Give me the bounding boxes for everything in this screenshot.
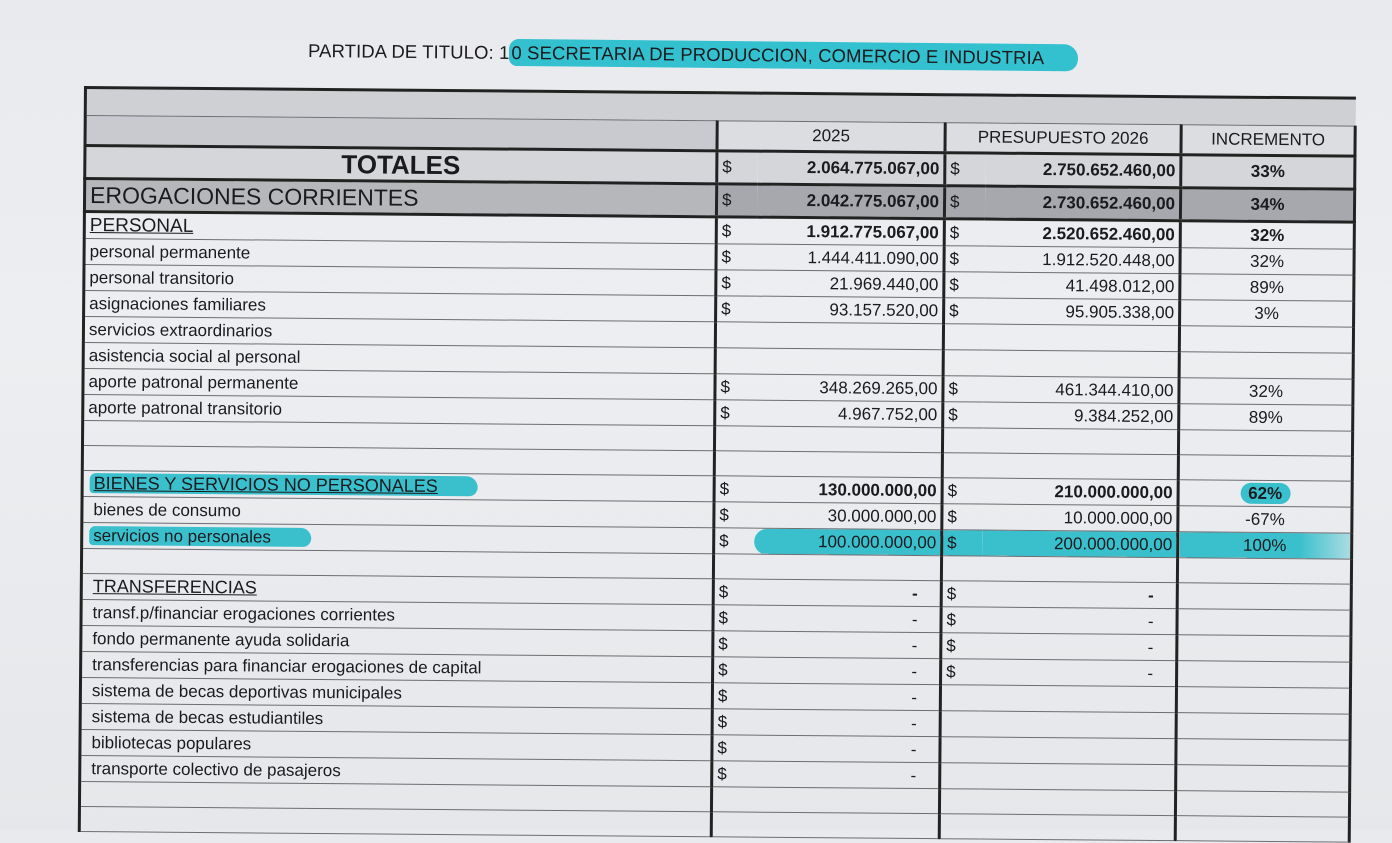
increase-value: 32% (1180, 248, 1354, 275)
highlighted-label: servicios no personales (89, 526, 311, 547)
value-2026: 41.498.012,00 (984, 272, 1180, 300)
currency-2026: $ (945, 153, 985, 186)
row-label: sistema de becas estudiantiles (80, 703, 712, 734)
value-2026: - (981, 581, 1177, 609)
header-incremento: INCREMENTO (1181, 125, 1355, 156)
row-label: sistema de becas deportivas municipales (80, 677, 712, 708)
value-2025: - (753, 631, 941, 659)
currency-2025: $ (715, 400, 755, 426)
row-label: fondo permanente ayuda solidaria (81, 625, 713, 656)
currency-2026: $ (941, 633, 981, 659)
value-2025: - (753, 605, 941, 633)
increase-value: 34% (1180, 188, 1354, 222)
currency-2025: $ (712, 761, 752, 787)
currency-2025: $ (716, 244, 756, 270)
currency-2025: $ (713, 631, 753, 657)
title-highlighted: 0 SECRETARIA DE PRODUCCION, COMERCIO E INDUSTRIA (509, 39, 1078, 71)
row-label: aporte patronal permanente (83, 369, 715, 400)
header-presupuesto-2026: PRESUPUESTO 2026 (945, 123, 1181, 155)
value-2025: 21.969.440,00 (756, 270, 944, 298)
value-2026: 210.000.000,00 (982, 478, 1178, 506)
increase-value: 89% (1179, 404, 1353, 431)
value-2026: 461.344.410,00 (983, 376, 1179, 404)
currency-2025: $ (714, 528, 754, 554)
value-2026: - (981, 607, 1177, 635)
row-label: asignaciones familiares (84, 291, 716, 322)
row-label: bienes de consumo (82, 496, 714, 527)
highlighted-increase: 62% (1240, 483, 1290, 504)
row-label: personal transitorio (84, 265, 716, 296)
increase-value: 89% (1180, 274, 1354, 301)
row-label: PERSONAL (84, 212, 716, 244)
row-label: transf.p/financiar erogaciones corrientes (81, 599, 713, 630)
increase-value: 32% (1180, 221, 1354, 249)
currency-2025: $ (712, 735, 752, 761)
value-2026: 2.750.652.460,00 (985, 153, 1181, 188)
currency-2026: $ (941, 607, 981, 633)
currency-2026: $ (944, 246, 984, 272)
value-2025: - (752, 761, 940, 789)
value-2026: - (981, 633, 1177, 661)
currency-2025: $ (716, 217, 756, 244)
value-2025: - (753, 657, 941, 685)
currency-2026: $ (944, 186, 984, 219)
value-2025: 2.064.775.067,00 (757, 151, 945, 186)
currency-2025: $ (713, 657, 753, 683)
value-2025: 93.157.520,00 (756, 296, 944, 324)
header-2025: 2025 (717, 121, 945, 153)
currency-2025: $ (714, 502, 754, 528)
row-label: asistencia social al personal (83, 343, 715, 374)
increase-value: 3% (1180, 300, 1354, 327)
currency-2025: $ (716, 184, 756, 217)
budget-table (78, 86, 1357, 843)
row-label: bibliotecas populares (80, 729, 712, 760)
value-2026: 10.000.000,00 (982, 504, 1178, 532)
value-2025: 4.967.752,00 (755, 400, 943, 428)
currency-2025: $ (713, 579, 753, 605)
value-2025: - (753, 579, 941, 607)
currency-2025: $ (713, 605, 753, 631)
currency-2026: $ (942, 530, 982, 556)
currency-2026: $ (944, 272, 984, 298)
value-2025: 1.912.775.067,00 (756, 217, 944, 246)
budget-sheet (78, 86, 1354, 843)
row-label: aporte patronal transitorio (83, 395, 715, 426)
increase-value: 33% (1181, 155, 1355, 189)
currency-2025: $ (716, 270, 756, 296)
currency-2026: $ (943, 376, 983, 402)
value-2025: - (752, 683, 940, 711)
value-2026: - (981, 659, 1177, 687)
currency-2025: $ (712, 709, 752, 735)
currency-2025: $ (714, 476, 754, 502)
row-label: personal permanente (84, 239, 716, 270)
currency-2026: $ (943, 402, 983, 428)
increase-value: 100% (1178, 532, 1352, 559)
increase-value: -67% (1178, 506, 1352, 533)
value-2025: 348.269.265,00 (755, 374, 943, 402)
currency-2025: $ (712, 683, 752, 709)
value-2025: - (752, 735, 940, 763)
value-2025: 30.000.000,00 (754, 502, 942, 530)
value-2026: 1.912.520.448,00 (984, 246, 1180, 274)
highlighted-label: BIENES Y SERVICIOS NO PERSONALES (90, 473, 478, 496)
row-label: transporte colectivo de pasajeros (80, 755, 712, 786)
currency-2026: $ (944, 219, 984, 246)
row-label: servicios extraordinarios (83, 317, 715, 348)
page-title (308, 40, 1078, 69)
increase-value (1178, 480, 1352, 507)
value-2025: 130.000.000,00 (754, 476, 942, 504)
currency-2026: $ (942, 478, 982, 504)
value-2026: 9.384.252,00 (983, 402, 1179, 430)
row-label: TOTALES (85, 146, 717, 184)
value-2025: - (752, 709, 940, 737)
value-2025: 2.042.775.067,00 (756, 184, 944, 219)
currency-2026: $ (944, 298, 984, 324)
title-prefix: PARTIDA DE TITULO: 1 (307, 40, 510, 63)
value-2025: 100.000.000,00 (754, 528, 942, 556)
increase-value: 32% (1179, 378, 1353, 405)
currency-2025: $ (716, 296, 756, 322)
value-2025: 1.444.411.090,00 (756, 244, 944, 272)
row-label: TRANSFERENCIAS (81, 573, 713, 604)
currency-2026: $ (941, 581, 981, 607)
currency-2025: $ (717, 151, 757, 184)
row-label: EROGACIONES CORRIENTES (84, 179, 716, 217)
value-2026: 95.905.338,00 (984, 298, 1180, 326)
currency-2025: $ (715, 374, 755, 400)
value-2026: 200.000.000,00 (982, 530, 1178, 558)
value-2026: 2.730.652.460,00 (984, 186, 1180, 221)
currency-2026: $ (941, 659, 981, 685)
value-2026: 2.520.652.460,00 (984, 219, 1180, 248)
currency-2026: $ (942, 504, 982, 530)
row-label: transferencias para financiar erogaciones de capital (81, 651, 713, 682)
